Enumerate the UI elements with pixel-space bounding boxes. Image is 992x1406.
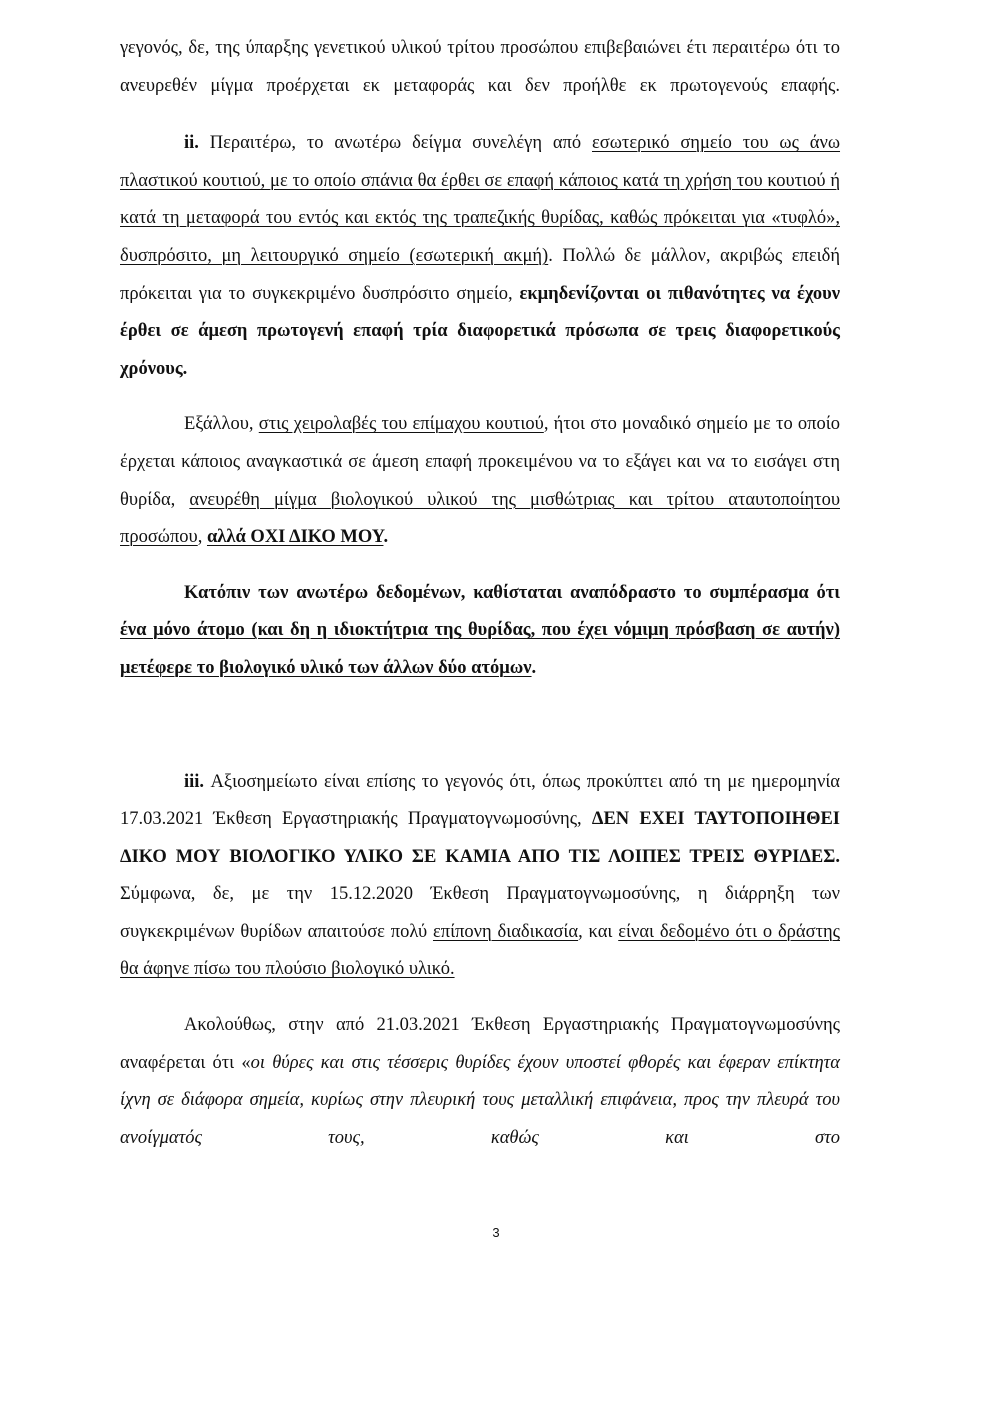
paragraph-iii <box>120 764 840 990</box>
text-segment: Κατόπιν των ανωτέρω δεδομένων, καθίσταται αναπόδραστο το συμπέρασμα ότι <box>184 582 840 603</box>
text-segment: , ήτοι στο μοναδικό σημείο με το οποίο έρχεται κάποιος αναγκαστικά σε άμεση επαφή προκειμένου να το εξάγει και να το εισάγει στη θυρίδα, <box>120 414 840 510</box>
section-marker-iii: iii. <box>184 771 205 792</box>
bold-underlined-segment: αλλά ΟΧΙ ΔΙΚΟ ΜΟΥ <box>206 527 384 548</box>
bold-segment: εκμηδενίζονται οι πιθανότητες να έχουν έρθει σε άμεση πρωτογενή επαφή τρία διαφορετικά πρόσωπα σε τρεις διαφορετικούς χρόνους. <box>120 283 841 379</box>
text-segment: Εξάλλου, <box>184 414 259 435</box>
paragraph-handles <box>120 406 840 556</box>
text-segment: . <box>531 657 537 678</box>
underlined-segment: επίπονη διαδικασία <box>432 921 579 942</box>
page-number: 3 <box>492 1225 500 1240</box>
paragraph-consequently <box>120 1007 840 1157</box>
text-segment: . <box>383 527 389 548</box>
text-segment: . Πολλώ δε μάλλον, ακριβώς επειδή πρόκειται για το συγκεκριμένο δυσπρόσιτο σημείο, <box>120 245 840 304</box>
underlined-segment: ανευρέθη μίγμα βιολογικού υλικού της μισθώτριας και τρίτου αταυτοποίητου προσώπου <box>120 489 840 548</box>
bold-segment: ΔΕΝ ΕΧΕΙ ΤΑΥΤΟΠΟΙΗΘΕΙ ΔΙΚΟ ΜΟΥ ΒΙΟΛΟΓΙΚΟ ΥΛΙΚΟ ΣΕ ΚΑΜΙΑ ΑΠΟ ΤΙΣ ΛΟΙΠΕΣ ΤΡΕΙΣ ΘΥΡΙΔΕΣ. <box>120 809 840 867</box>
paragraph-conclusion <box>120 575 840 688</box>
document-page <box>120 30 840 1157</box>
paragraph-text: γεγονός, δε, της ύπαρξης γενετικού υλικού τρίτου προσώπου επιβεβαιώνει έτι περαιτέρω ότι το ανευρεθέν μίγμα προέρχεται εκ μεταφοράς και δεν προήλθε εκ πρωτογενούς επαφής. <box>120 38 840 96</box>
underlined-segment: ένα μόνο άτομο (και δη η ιδιοκτήτρια της θυρίδας, που έχει νόμιμη πρόσβαση σε αυτήν) μετέφερε το βιολογικό υλικό των άλλων δύο ατόμων <box>120 620 840 678</box>
underlined-segment: στις χειρολαβές του επίμαχου κουτιού <box>258 414 544 435</box>
text-segment: Ακολούθως, στην από 21.03.2021 Έκθεση Εργαστηριακής Πραγματογνωμοσύνης αναφέρεται ότι « <box>120 1015 840 1073</box>
text-segment: , <box>197 527 207 548</box>
text-segment: Σύμφωνα, δε, με την 15.12.2020 Έκθεση Πραγματογνωμοσύνης, η διάρρηξη των συγκεκριμένων θυρίδων απαιτούσε πολύ <box>120 884 840 942</box>
underlined-segment: είναι δεδομένο ότι ο δράστης θα άφηνε πίσω του πλούσιο βιολογικό υλικό. <box>120 921 841 980</box>
paragraph-genetic-material <box>120 30 840 105</box>
text-segment: Αξιοσημείωτο είναι επίσης το γεγονός ότι, όπως προκύπτει από τη με ημερομηνία 17.03.2021 Έκθεση Εργαστηριακής Πραγματογνωμοσύνης, <box>120 771 840 830</box>
paragraph-ii <box>120 125 840 388</box>
italic-quote: οι θύρες και στις τέσσερις θυρίδες έχουν υποστεί φθορές και έφεραν επίκτητα ίχνη σε διάφορα σημεία, κυρίως στην πλευρική τους μεταλλική επιφάνεια, προς την πλευρά του ανοίγματός τους, καθώς και στο <box>120 1052 840 1148</box>
text-segment: , και <box>578 921 619 942</box>
text-segment: Περαιτέρω, το ανωτέρω δείγμα συνελέγη από <box>198 133 592 154</box>
section-marker-ii: ii. <box>184 133 199 154</box>
underlined-segment: εσωτερικό σημείο του ως άνω πλαστικού κουτιού, με το οποίο σπάνια θα έρθει σε επαφή κάποιος κατά τη χρήση του κουτιού ή κατά τη μεταφορά του εντός και εκτός της τραπεζικής θυρίδας, καθώς πρόκειται για «τυφλό», δυσπρόσιτο, μη λειτουργικό σημείο (εσωτερική ακμή) <box>120 133 841 266</box>
